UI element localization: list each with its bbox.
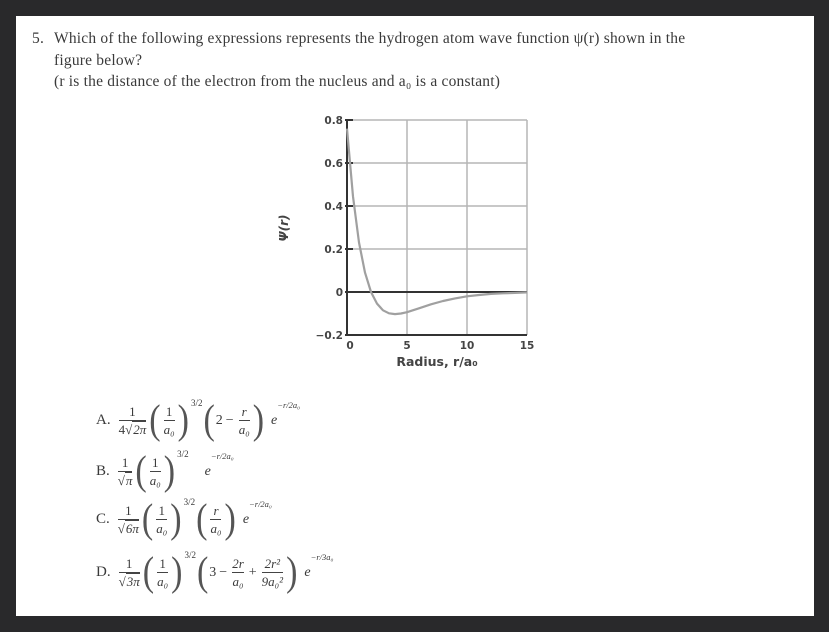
y-tick-label: 0.2 bbox=[324, 244, 343, 256]
numerator: 1 bbox=[159, 556, 166, 571]
denominator: a₀ bbox=[210, 521, 222, 536]
operator: − bbox=[219, 564, 228, 580]
prefactor: $\frac{1}{√6\pi}$ bbox=[117, 503, 139, 536]
prefactor: $\frac{1}{√3\pi}$ bbox=[118, 556, 140, 589]
denominator: a₀ bbox=[232, 574, 244, 589]
y-tick-label: 0 bbox=[335, 287, 343, 299]
denominator: 9a₀² bbox=[261, 574, 284, 589]
inverse-a0 bbox=[156, 503, 167, 536]
y-tick-label: −0.2 bbox=[315, 330, 343, 342]
power: 3/2 bbox=[184, 550, 196, 560]
term-2r2-over-9a02 bbox=[262, 556, 283, 589]
option-d[interactable]: D. $\frac{1}{√3\pi}$ ( $\frac{1}{\text{a₀}}$ ) 3/2 ( 3 − $\frac{2r}{\text{a₀}}$ + $\frac{\text{2r²}}{\text{9a₀²}}$ ) e −r/3a₀ bbox=[96, 549, 334, 595]
numerator: 1 bbox=[152, 455, 159, 470]
question-text-line2: figure below? bbox=[54, 52, 143, 69]
x-axis-title: Radius, r/a₀ bbox=[396, 354, 478, 369]
denominator: a₀ bbox=[149, 473, 161, 488]
question-text-line3: (r is the distance of the electron from the nucleus and a₀ is a constant) bbox=[54, 73, 501, 90]
exponential: e bbox=[204, 463, 211, 479]
r-over-a0 bbox=[210, 503, 221, 536]
option-c[interactable]: C. $\frac{1}{√6\pi}$ ( $\frac{1}{\text{a₀}}$ ) 3/2 ( $\frac{r}{\text{a₀}}$ ) e −r/2a₀ bbox=[96, 496, 272, 542]
power: 3/2 bbox=[183, 497, 196, 507]
exponent: −r/2a₀ bbox=[277, 400, 301, 410]
x-tick-label: 10 bbox=[459, 340, 475, 352]
power: 3/2 bbox=[190, 398, 203, 408]
radicand: 6π bbox=[125, 521, 139, 536]
inverse-a0 bbox=[164, 404, 175, 437]
prefactor: $\frac{1}{√\pi}$ bbox=[117, 455, 133, 488]
inverse-a0 bbox=[157, 556, 168, 589]
option-label: A. bbox=[96, 412, 111, 428]
denominator: a₀ bbox=[163, 422, 175, 437]
y-tick-label: 0.8 bbox=[324, 115, 343, 127]
denominator: a₀ bbox=[156, 521, 168, 536]
y-tick-label: 0.4 bbox=[324, 201, 343, 213]
numerator: r bbox=[241, 404, 247, 419]
x-tick-label: 15 bbox=[519, 340, 535, 352]
power: 3/2 bbox=[177, 449, 189, 459]
term-2r-over-a0 bbox=[232, 556, 244, 589]
numerator: 2r bbox=[232, 556, 244, 571]
denominator: a₀ bbox=[157, 574, 169, 589]
y-axis-title: Ψ(r) bbox=[277, 214, 291, 242]
numerator: 1 bbox=[125, 556, 133, 571]
exponential: e bbox=[242, 511, 250, 527]
numerator: 1 bbox=[158, 503, 166, 518]
denominator: a₀ bbox=[238, 422, 250, 437]
radicand: 2π bbox=[133, 422, 147, 437]
numerator: 1 bbox=[165, 404, 173, 419]
exponent: −r/3a₀ bbox=[310, 552, 334, 562]
r-over-a0 bbox=[239, 404, 250, 437]
question-number: 5. bbox=[32, 30, 45, 47]
series-line bbox=[347, 129, 527, 315]
option-label: D. bbox=[96, 564, 111, 580]
numerator: 2r² bbox=[264, 556, 281, 571]
exponential: e bbox=[271, 412, 278, 428]
numerator: 1 bbox=[129, 404, 136, 419]
numerator: r bbox=[213, 503, 219, 518]
exponent: −r/2a₀ bbox=[210, 451, 234, 461]
option-label: B. bbox=[96, 463, 110, 479]
operator: + bbox=[248, 564, 257, 580]
coefficient: 4 bbox=[118, 422, 126, 437]
question-text-line1: Which of the following expressions represents the hydrogen atom wave function ψ(r) shown in the bbox=[54, 30, 686, 47]
inverse-a0 bbox=[150, 455, 161, 488]
x-tick-label: 0 bbox=[346, 340, 354, 352]
radicand: π bbox=[125, 473, 133, 488]
option-label: C. bbox=[96, 511, 110, 527]
exponential: e bbox=[304, 564, 311, 580]
operator: − bbox=[225, 412, 234, 428]
constant: 3 bbox=[209, 564, 217, 580]
radicand: 3π bbox=[126, 574, 140, 589]
y-tick-label: 0.6 bbox=[324, 158, 343, 170]
option-b[interactable]: B. $\frac{1}{√\pi}$ ( $\frac{1}{\text{a₀}}$ ) 3/2 e −r/2a₀ bbox=[96, 448, 234, 494]
constant: 2 bbox=[215, 412, 223, 428]
option-a[interactable]: A. $\frac{1}{4√2\pi}$ ( $\frac{1}{\text{a₀}}$ ) 3/2 ( 2 − $\frac{r}{\text{a₀}}$ ) e −r/2a₀ bbox=[96, 397, 301, 443]
numerator: 1 bbox=[121, 455, 129, 470]
x-tick-label: 5 bbox=[403, 340, 411, 352]
prefactor: $\frac{1}{4√2\pi}$ bbox=[118, 404, 147, 437]
exponent: −r/2a₀ bbox=[249, 499, 272, 509]
numerator: 1 bbox=[125, 503, 132, 518]
